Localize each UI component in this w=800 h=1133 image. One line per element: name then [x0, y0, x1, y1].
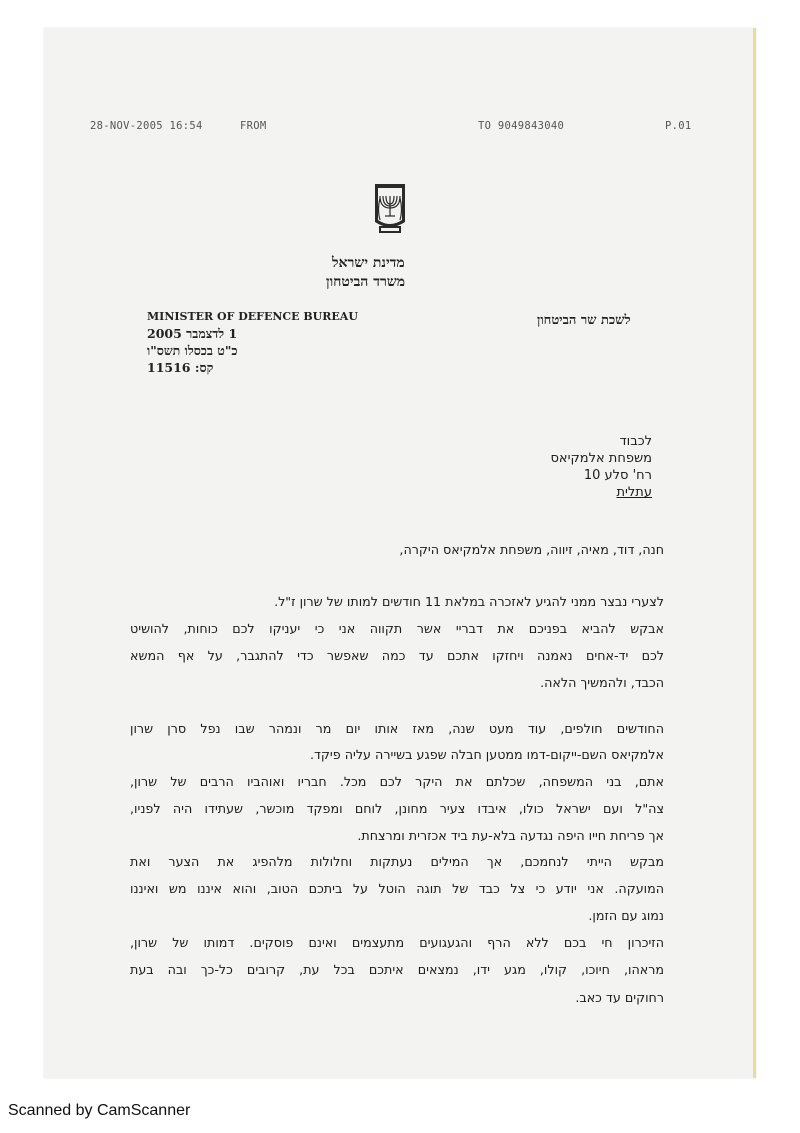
paragraph-2-line: מראהו, חיוכו, קולו, מגע ידו, נמצאים איתכם בכל עת, קרובים כל-כך ובה בעת: [130, 962, 664, 977]
bureau-english-name: MINISTER OF DEFENCE BUREAU: [147, 310, 358, 323]
scanner-footer: Scanned by CamScanner: [8, 1102, 191, 1119]
fax-from: FROM: [240, 120, 267, 132]
bureau-hebrew-name: לשכת שר הביטחון: [537, 313, 631, 328]
paragraph-2-line: אך פריחת חייו היפה נגדעה בלא-עת ביד אכזרית ומרצחת.: [357, 828, 664, 843]
fax-to: TO 9049843040: [478, 120, 565, 132]
recipient-family: משפחת אלמקיאס: [550, 451, 652, 466]
recipient-city: עתלית: [616, 485, 652, 500]
date-gregorian: 1 לדצמבר 2005: [147, 326, 238, 341]
paragraph-2-line: אלמקיאס השם-ייקום-דמו ממטען חבלה שפגע בשיירה עליה פיקד.: [309, 747, 664, 762]
recipient-salutation: לכבוד: [619, 434, 652, 449]
paragraph-1-line: לצערי נבצר ממני להגיע לאזכרה במלאת 11 חודשים למותו של שרון ז"ל.: [274, 594, 664, 609]
recipient-street: רח' סלע 10: [583, 468, 652, 483]
paragraph-2-line: נמוג עם הזמן.: [588, 908, 664, 923]
paragraph-2-line: המועקה. אני יודע כי צל כבד של תוגה הוטל על ביתכם הטוב, והוא איננו מש ואיננו: [130, 881, 664, 896]
paragraph-1-line: אבקש להביא בפניכם את דבריי אשר תקווה אני כי יעניקו לכם כוחות, להושיט: [130, 621, 664, 636]
paragraph-2-line: מבקש הייתי לנחמכם, אך המילים נעתקות וחלולות מלהפיג את הצער ואת: [130, 854, 664, 869]
paragraph-2-line: רחוקים עד כאב.: [575, 990, 664, 1005]
paragraph-2-line: החודשים חולפים, עוד מעט שנה, מאז אותו יום מר ונמהר שבו נפל סרן שרון: [130, 721, 664, 736]
letterhead-ministry: משרד הביטחון: [326, 274, 406, 290]
paragraph-1-line: הכבד, ולהמשיך הלאה.: [540, 675, 664, 690]
fax-datetime: 28-NOV-2005 16:54: [90, 120, 203, 132]
letter-salutation: חנה, דוד, מאיה, זיווה, משפחת אלמקיאס היקרה,: [399, 542, 664, 557]
paragraph-2-line: אתם, בני המשפחה, שכלתם את היקר לכם מכל. חבריו ואוהביו הרבים של שרון,: [130, 774, 664, 789]
paragraph-2-line: הזיכרון חי בכם ללא הרף והגעגועים מתעצמים ואינם פוסקים. דמותו של שרון,: [130, 935, 664, 950]
reference-number: קס: 11516: [147, 360, 214, 375]
paragraph-2-line: צה"ל ועם ישראל כולו, איבדו צעיר מחונן, לוחם ומפקד מוכשר, שעתידו היה לפניו,: [130, 801, 664, 816]
paragraph-1-line: לכם יד-אחים נאמנה ויחזקו אתכם עד כמה שאפשר כדי להתגבר, על אף המשא: [130, 648, 664, 663]
letterhead-state: מדינת ישראל: [332, 255, 405, 271]
fax-page: P.01: [665, 120, 692, 132]
date-hebrew: כ"ט בכסלו תשס"ו: [147, 343, 238, 358]
state-emblem-icon: [373, 182, 407, 240]
